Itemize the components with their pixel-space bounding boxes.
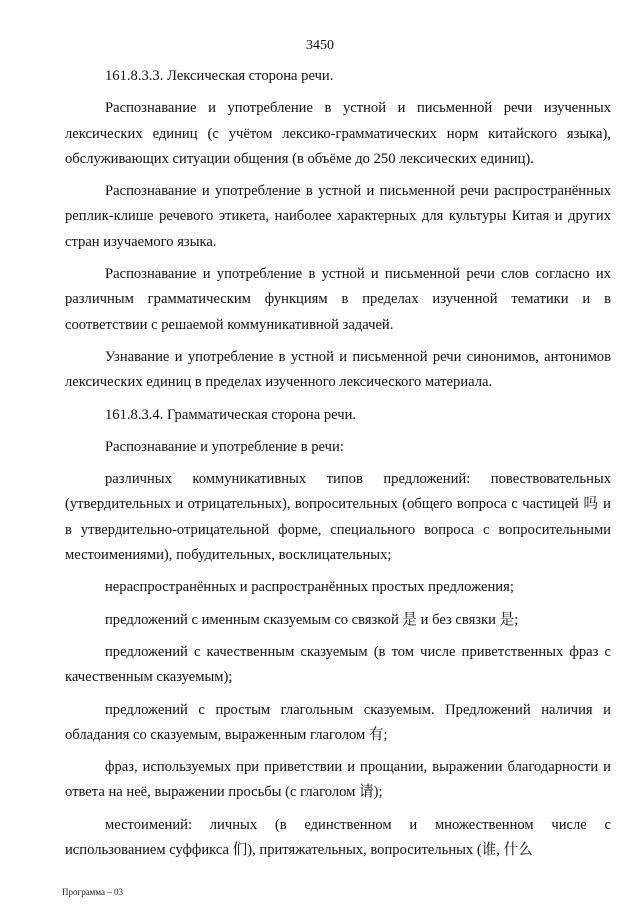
paragraph-speech-etiquette: Распознавание и употребление в устной и письменной речи распространённых реплик-клише речевого этикета, наиболее характерных для культуры Китая и других стран изучаемого языка. <box>65 183 611 250</box>
document-body <box>65 64 611 870</box>
paragraph-lexical-units: Распознавание и употребление в устной и письменной речи изученных лексических единиц (с учётом лексико-грамматических норм китайского языка), обслуживающих ситуации общения (в объёме до 250 лексических единиц). <box>65 100 611 167</box>
list-item-nominal-predicate: предложений с именным сказуемым со связкой 是 и без связки 是; <box>105 611 519 628</box>
list-item-qualitative-predicate: предложений с качественным сказуемым (в том числе приветственных фраз с качественным сказуемым); <box>65 643 611 686</box>
section-heading-lexical: 161.8.3.3. Лексическая сторона речи. <box>105 68 334 84</box>
page-footer: Программа – 03 <box>62 887 124 897</box>
list-item-verbal-predicate: предложений с простым глагольным сказуемым. Предложений наличия и обладания со сказуемым, выраженным глаголом 有; <box>65 701 611 743</box>
list-item-pronouns: местоимений: личных (в единственном и множественном числе с использованием суффикса 们), притяжательных, вопросительных (谁, 什么 <box>65 816 611 859</box>
page-number: 3450 <box>306 38 334 53</box>
list-item-greeting-phrases: фраз, используемых при приветствии и прощании, выражении благодарности и ответа на неё, выражении просьбы (с глаголом 请); <box>65 759 611 801</box>
paragraph-synonyms-antonyms: Узнавание и употребление в устной и письменной речи синонимов, антонимов лексических единиц в пределах изученного лексического материала. <box>65 348 611 391</box>
paragraph-recognition-intro: Распознавание и употребление в речи: <box>105 438 344 455</box>
list-item-simple-sentences: нераспространённых и распространённых простых предложения; <box>105 579 514 596</box>
list-item-sentence-types: различных коммуникативных типов предложений: повествовательных (утвердительных и отрицательных), вопросительных (общего вопроса с частицей 吗 и в утвердительно-отрицательной форме, специального вопроса с вопросительными местоимениями), побудительных, восклицательных; <box>65 471 611 564</box>
section-heading-grammar: 161.8.3.4. Грамматическая сторона речи. <box>105 406 357 423</box>
paragraph-grammatical-functions: Распознавание и употребление в устной и письменной речи слов согласно их различным грамматическим функциям в пределах изученной тематики и в соответствии с решаемой коммуникативной задачей. <box>65 266 611 333</box>
